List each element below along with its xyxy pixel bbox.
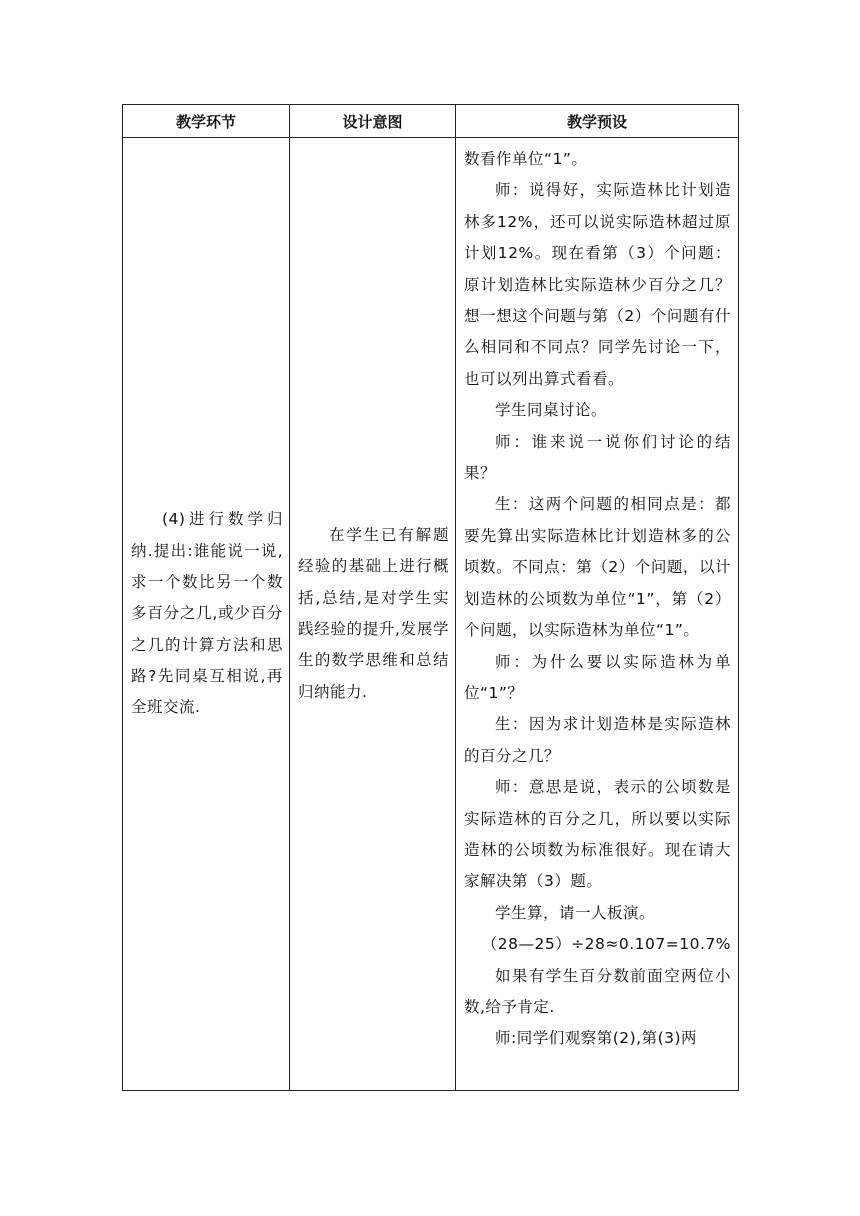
preset-formula: （28—25）÷28≈0.107=10.7% xyxy=(481,935,731,954)
preset-paragraph: 师：意思是说，表示的公顷数是实际造林的百分之几，所以要以实际造林的公顷数为标准很好。现在请大家解决第（3）题。 xyxy=(464,778,731,891)
design-intent-cell xyxy=(290,138,456,1091)
preset-paragraph: 师：说得好，实际造林比计划造林多12%，还可以说实际造林超过原计划12%。现在看第（3）个问题：原计划造林比实际造林少百分之几？想一想这个问题与第（2）个问题有什么相同和不同点？同学先讨论一下，也可以列出算式看看。 xyxy=(464,181,731,388)
teaching-preset-cell xyxy=(456,138,739,1091)
teaching-stage-cell xyxy=(123,138,290,1091)
preset-paragraph: 师:同学们观察第(2),第(3)两 xyxy=(495,1029,698,1048)
body-row xyxy=(123,138,739,1091)
teaching-stage-text: (4)进行数学归纳.提出:谁能说一说,求一个数比另一个数多百分之几,或少百分之几的计算方法和思路?先同桌互相说,再全班交流. xyxy=(131,510,283,717)
lesson-plan-table xyxy=(122,104,739,1091)
preset-paragraph: 如果有学生百分数前面空两位小数,给予肯定. xyxy=(464,966,731,1016)
preset-paragraph: 师：谁来说一说你们讨论的结果？ xyxy=(464,432,731,483)
design-intent-text: 在学生已有解题经验的基础上进行概括,总结,是对学生实践经验的提升,发展学生的数学思维和总结归纳能力. xyxy=(298,526,449,701)
preset-paragraph: 生：这两个问题的相同点是：都要先算出实际造林比计划造林多的公顷数。不同点：第（2）个问题，以计划造林的公顷数为单位“1”，第（2）个问题，以实际造林为单位“1”。 xyxy=(464,495,731,640)
preset-paragraph: 生：因为求计划造林是实际造林的百分之几？ xyxy=(464,715,731,765)
header-teaching-stage: 教学环节 xyxy=(123,105,290,138)
header-design-intent: 设计意图 xyxy=(290,105,456,138)
preset-paragraph: 数看作单位“1”。 xyxy=(464,150,588,168)
teaching-preset-text xyxy=(456,138,738,1055)
preset-paragraph: 学生算，请一人板演。 xyxy=(495,903,656,922)
preset-paragraph: 师：为什么要以实际造林为单位“1”？ xyxy=(464,652,731,702)
header-teaching-preset: 教学预设 xyxy=(456,105,739,138)
header-row xyxy=(123,105,739,138)
preset-paragraph: 学生同桌讨论。 xyxy=(495,401,608,420)
